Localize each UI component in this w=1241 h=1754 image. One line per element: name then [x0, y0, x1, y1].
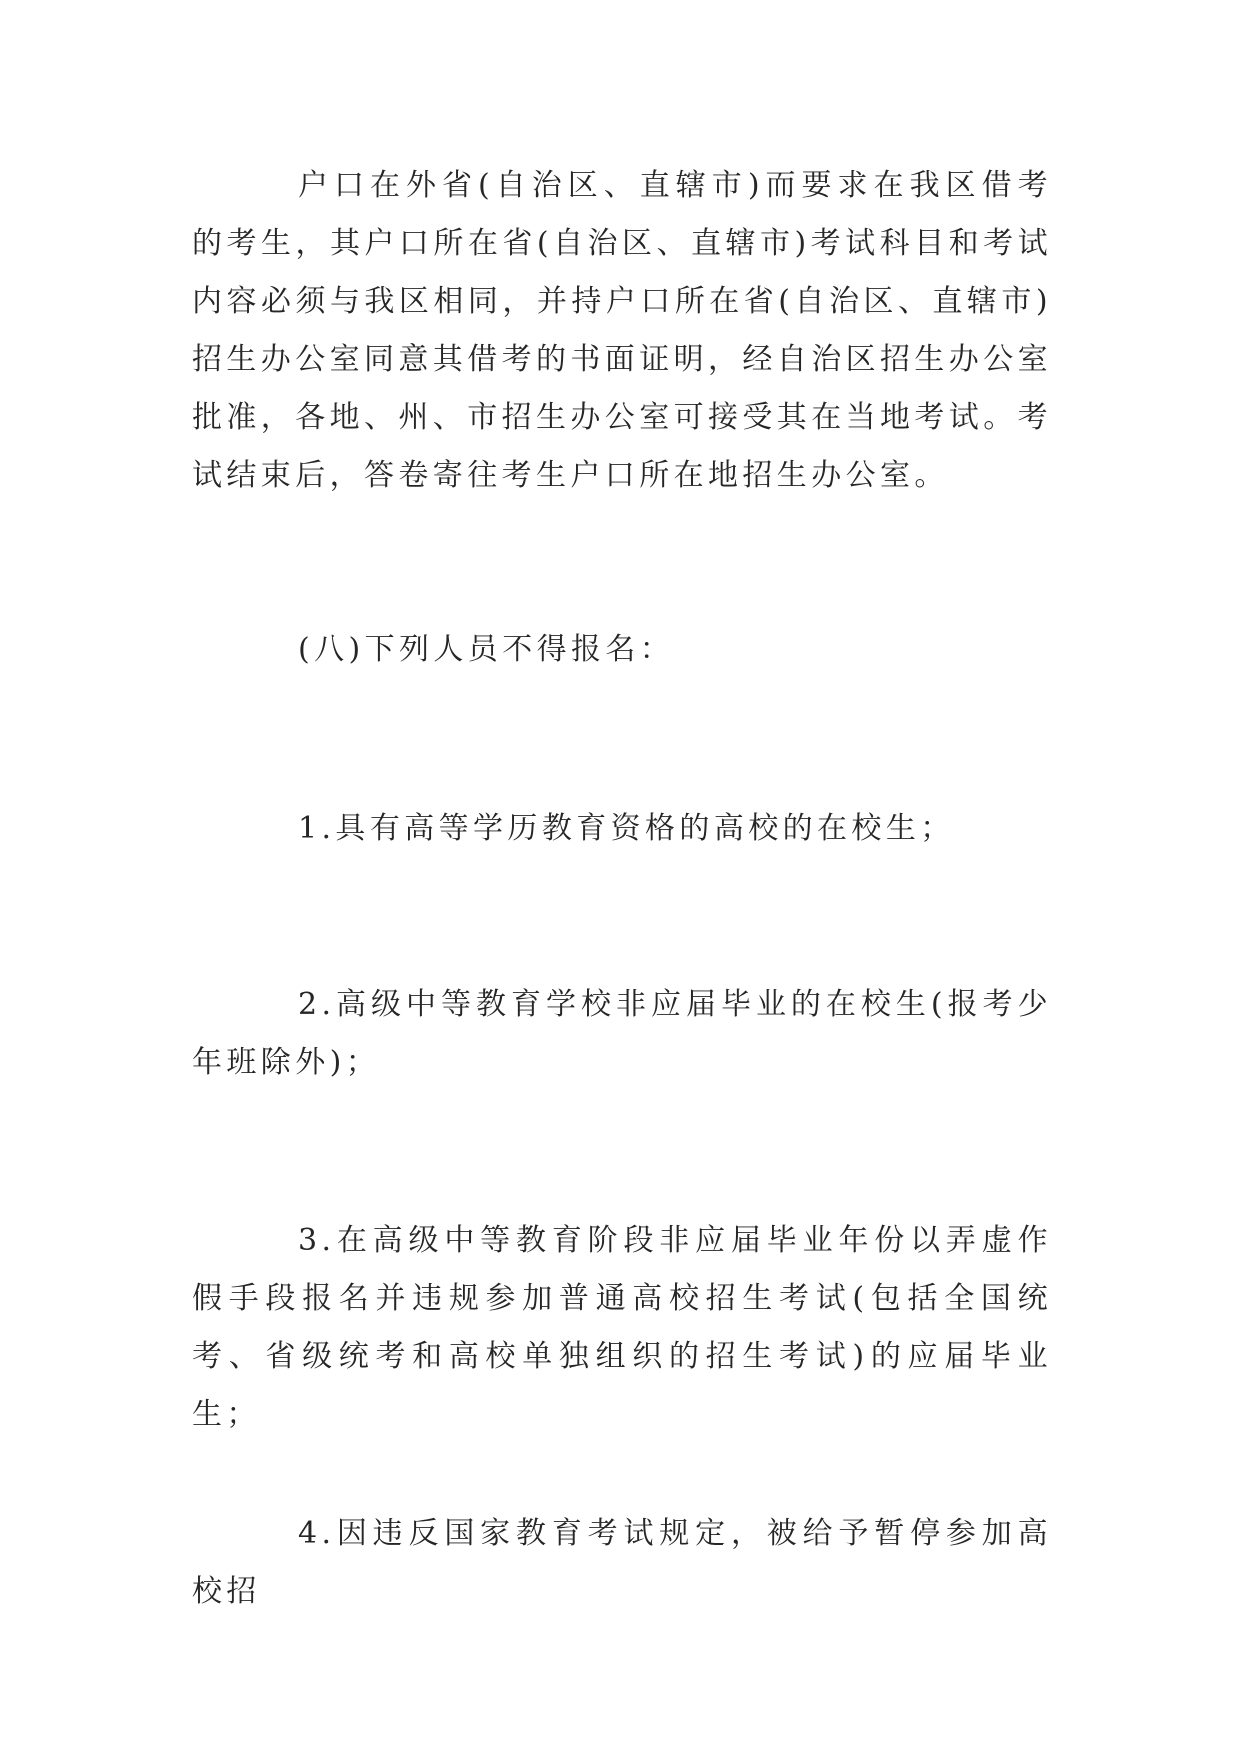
list-item-1: 1.具有高等学历教育资格的高校的在校生； [298, 811, 955, 846]
list-item-4: 4.因违反国家教育考试规定，被给予暂停参加高校招 [192, 1516, 1052, 1609]
list-item-3: 3.在高级中等教育阶段非应届毕业年份以弄虚作假手段报名并违规参加普通高校招生考试(包括全国统考、省级统考和高校单独组织的招生考试)的应届毕业生； [192, 1223, 1052, 1432]
list-item-2: 2.高级中等教育学校非应届毕业的在校生(报考少年班除外)； [192, 987, 1052, 1080]
section-heading-ineligible: (八)下列人员不得报名： [298, 632, 675, 667]
paragraph-borrowed-exam: 户口在外省(自治区、直辖市)而要求在我区借考的考生，其户口所在省(自治区、直辖市)考试科目和考试内容必须与我区相同，并持户口所在省(自治区、直辖市)招生办公室同意其借考的书面证明，经自治区招生办公室批准，各地、州、市招生办公室可接受其在当地考试。考试结束后，答卷寄往考生户口所在地招生办公室。 [192, 168, 1052, 493]
